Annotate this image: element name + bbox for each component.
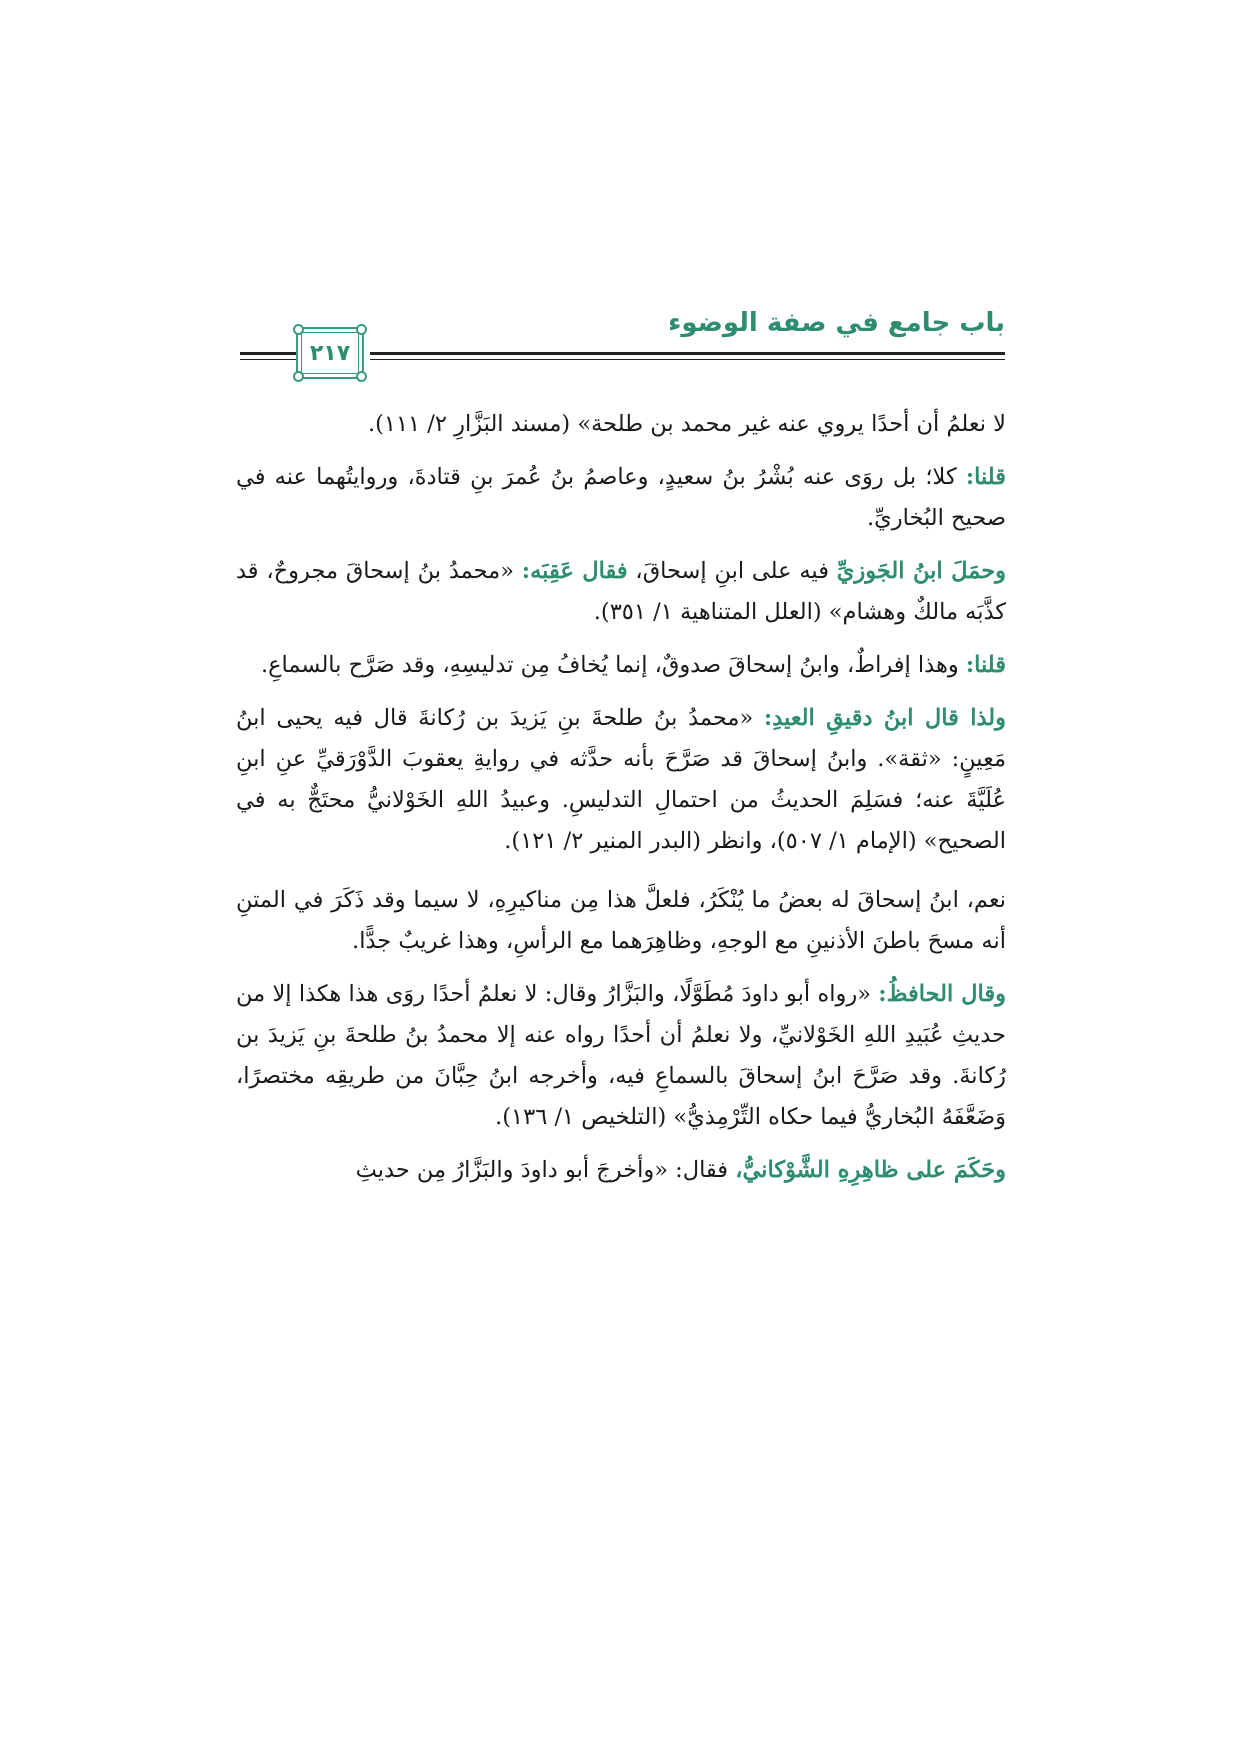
ornament-corner-icon — [356, 324, 367, 335]
paragraph-lead: وحمَلَ ابنُ الجَوزيِّ — [836, 558, 1006, 584]
paragraph-lead: قلنا: — [965, 652, 1006, 678]
ornament-corner-icon — [356, 371, 367, 382]
paragraph-text: «رواه أبو داودَ مُطَوَّلًا، والبَزَّارُ وقال: لا نعلمُ أحدًا روَى هذا هكذا إلا من حديثِ عُبَيدِ اللهِ الخَوْلانيِّ، ولا نعلمُ أن أحدًا رواه عنه إلا محمدُ بنُ طلحةَ بنِ يَزيدَ بن رُكانةَ. وقد صَرَّحَ ابنُ إسحاقَ بالسماعِ فيه، وأخرجه ابنُ حِبَّانَ من طريقِه مختصرًا، وَضَعَّفَهُ البُخاريُّ فيما حكاه التِّرْمِذيُّ» (التلخيص ١/ ١٣٦). — [236, 981, 1006, 1130]
paragraph-lead: وحَكَمَ على ظاهِرِهِ الشَّوْكانيُّ، — [735, 1157, 1006, 1183]
paragraph-text: فقال: «وأخرجَ أبو داودَ والبَزَّارُ مِن حديثِ — [355, 1157, 736, 1183]
paragraph-2 — [236, 457, 1006, 539]
paragraph-text: نعم، ابنُ إسحاقَ له بعضُ ما يُنْكَرُ، فلعلَّ هذا مِن مناكيرِهِ، لا سيما وقد ذَكَرَ في المتنِ أنه مسحَ باطنَ الأذنينِ مع الوجهِ، وظاهِرَهما مع الرأسِ، وهذا غريبٌ جدًّا. — [236, 887, 1006, 954]
paragraph-lead: قلنا: — [965, 464, 1006, 490]
paragraph-text: فيه على ابنِ إسحاقَ، — [627, 558, 837, 584]
paragraph-text: لا نعلمُ أن أحدًا يروي عنه غير محمد بن طلحة» (مسند البَزَّارِ ٢/ ١١١). — [367, 411, 1006, 437]
paragraph-text: «محمدُ بنُ طلحةَ بنِ يَزيدَ بن رُكانةَ قال فيه يحيى ابنُ مَعِينٍ: «ثقة». وابنُ إسحاقَ قد صَرَّحَ بأنه حدَّثه في روايةِ يعقوبَ الدَّوْرَقيِّ عنِ ابنِ عُلَيَّةَ عنه؛ فسَلِمَ الحديثُ من احتمالِ التدليسِ. وعبيدُ اللهِ الخَوْلانيُّ محتَجٌّ به في الصحيح» (الإمام ١/ ٥٠٧)، وانظر (البدر المنير ٢/ ١٢١). — [236, 705, 1006, 854]
chapter-title: باب جامع في صفة الوضوء — [668, 308, 1005, 338]
paragraph-text: وهذا إفراطٌ، وابنُ إسحاقَ صدوقٌ، إنما يُخافُ مِن تدليسِهِ، وقد صَرَّح بالسماعِ. — [260, 652, 966, 678]
paragraph-8 — [236, 1150, 1006, 1191]
running-header — [240, 300, 1005, 384]
paragraph-3 — [236, 551, 1006, 633]
paragraph-4 — [236, 645, 1006, 686]
paragraph-text: كلا؛ بل روَى عنه بُشْرُ بنُ سعيدٍ، وعاصمُ بنُ عُمرَ بنِ قتادةَ، وروايتُهما عنه في صحيح البُخاريِّ. — [236, 464, 1006, 531]
paragraph-7 — [236, 974, 1006, 1138]
page-body — [236, 404, 1006, 1203]
paragraph-1 — [236, 404, 1006, 445]
paragraph-6 — [236, 880, 1006, 962]
header-rule-right — [370, 352, 1005, 355]
ornament-corner-icon — [293, 324, 304, 335]
paragraph-text-2: «محمدُ بنُ إسحاقَ مجروحٌ، قد كذَّبَه مالكٌ وهشام» (العلل المتناهية ١/ ٣٥١). — [236, 558, 1006, 625]
paragraph-lead: ولذا قال ابنُ دقيقِ العيدِ: — [763, 705, 1006, 731]
paragraph-lead: وقال الحافظُ: — [878, 981, 1006, 1007]
page-number-badge — [296, 327, 364, 379]
page-number: ٢١٧ — [309, 340, 351, 366]
ornament-corner-icon — [293, 371, 304, 382]
paragraph-lead-2: فقال عَقِبَه: — [521, 558, 628, 584]
paragraph-5 — [236, 698, 1006, 862]
